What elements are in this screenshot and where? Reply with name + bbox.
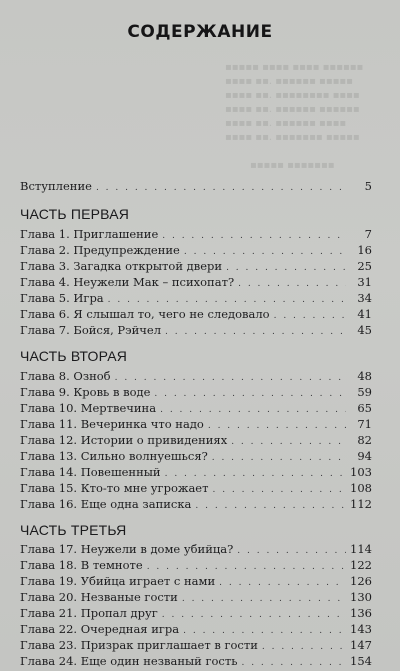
toc-entry-page: 147 <box>350 638 372 652</box>
toc-entry <box>20 638 372 653</box>
dot-leader <box>212 451 346 466</box>
show-through-text: ▪▪▪▪ ▪▪. ▪▪▪▪▪▪▪▪ ▪▪▪▪ <box>225 90 360 101</box>
toc-entry-page: 114 <box>350 542 372 556</box>
toc-entry <box>20 622 372 637</box>
toc-entry-label: Глава 20. Незваные гости <box>20 590 178 604</box>
dot-leader <box>274 309 346 324</box>
dot-leader <box>237 544 346 559</box>
toc-entry <box>20 481 372 496</box>
toc-entry-page: 143 <box>350 622 372 636</box>
toc-entry-label: Глава 9. Кровь в воде <box>20 385 151 399</box>
toc-entry-page: 34 <box>357 291 372 305</box>
toc-entry-intro <box>20 179 372 194</box>
dot-leader <box>147 560 346 575</box>
page-title: СОДЕРЖАНИЕ <box>127 22 273 42</box>
dot-leader <box>208 419 346 434</box>
toc-entry-label: Глава 8. Озноб <box>20 369 111 383</box>
toc-entry-label: Глава 7. Бойся, Рэйчел <box>20 323 161 337</box>
toc-entry-page: 7 <box>364 227 372 241</box>
toc-entry-page: 94 <box>357 449 372 463</box>
toc-entry <box>20 497 372 512</box>
toc-entry-page: 31 <box>357 275 372 289</box>
toc-entry-label: Глава 14. Повешенный <box>20 465 161 479</box>
toc-entry <box>20 590 372 605</box>
toc-entry-page: 65 <box>357 401 372 415</box>
dot-leader <box>154 387 346 402</box>
toc-entry-label: Глава 19. Убийца играет с нами <box>20 574 216 588</box>
toc-entry <box>20 369 372 384</box>
toc-entry-label: Глава 2. Предупреждение <box>20 243 180 257</box>
toc-entry-page: 112 <box>350 497 372 511</box>
toc-entry-label: Вступление <box>20 179 92 193</box>
toc-entry <box>20 275 372 290</box>
toc-entry <box>20 401 372 416</box>
toc-entry <box>20 542 372 557</box>
toc-entry-label: Глава 11. Вечеринка что надо <box>20 417 204 431</box>
dot-leader <box>226 261 346 276</box>
part-heading: ЧАСТЬ ТРЕТЬЯ <box>20 522 127 538</box>
toc-entry-page: 45 <box>357 323 372 337</box>
toc-entry-label: Глава 5. Игра <box>20 291 104 305</box>
toc-entry-label: Глава 1. Приглашение <box>20 227 159 241</box>
part-heading: ЧАСТЬ ПЕРВАЯ <box>20 206 130 222</box>
toc-entry-label: Глава 16. Еще одна записка <box>20 497 192 511</box>
toc-entry-page: 71 <box>357 417 372 431</box>
toc-entry <box>20 259 372 274</box>
dot-leader <box>182 592 346 607</box>
toc-entry-label: Глава 22. Очередная игра <box>20 622 180 636</box>
toc-entry-label: Глава 6. Я слышал то, чего не следовало <box>20 307 270 321</box>
show-through-text: ▪▪▪▪▪ ▪▪▪▪▪▪▪ <box>250 160 335 171</box>
toc-entry-label: Глава 21. Пропал друг <box>20 606 158 620</box>
toc-entry-label: Глава 23. Призрак приглашает в гости <box>20 638 258 652</box>
toc-entry <box>20 417 372 432</box>
dot-leader <box>160 403 346 418</box>
toc-entry <box>20 243 372 258</box>
dot-leader <box>184 245 346 260</box>
toc-entry-page: 59 <box>357 385 372 399</box>
toc-entry <box>20 574 372 589</box>
toc-entry-page: 108 <box>350 481 372 495</box>
toc-entry-page: 122 <box>350 558 372 572</box>
show-through-text: ▪▪▪▪ ▪▪. ▪▪▪▪▪▪ ▪▪▪▪▪▪ <box>225 104 360 115</box>
dot-leader <box>162 608 346 623</box>
dot-leader <box>183 624 346 639</box>
dot-leader <box>238 277 346 292</box>
toc-entry-page: 48 <box>357 369 372 383</box>
toc-entry-label: Глава 3. Загадка открытой двери <box>20 259 223 273</box>
dot-leader <box>162 229 346 244</box>
toc-entry-label: Глава 18. В темноте <box>20 558 143 572</box>
toc-entry <box>20 465 372 480</box>
table-of-contents <box>20 0 372 671</box>
part-heading: ЧАСТЬ ВТОРАЯ <box>20 348 128 364</box>
toc-entry <box>20 307 372 322</box>
toc-entry <box>20 323 372 338</box>
dot-leader <box>241 656 346 671</box>
dot-leader <box>115 371 346 386</box>
toc-entry-label: Глава 10. Мертвечина <box>20 401 157 415</box>
show-through-text: ▪▪▪▪ ▪▪. ▪▪▪▪▪▪ ▪▪▪▪▪ <box>225 76 353 87</box>
toc-entry-page: 103 <box>350 465 372 479</box>
toc-entry-label: Глава 4. Неужели Мак – психопат? <box>20 275 235 289</box>
show-through-text: ▪▪▪▪ ▪▪. ▪▪▪▪▪▪▪ ▪▪▪▪▪ <box>225 132 360 143</box>
toc-entry-label: Глава 12. Истории о привидениях <box>20 433 228 447</box>
dot-leader <box>212 483 346 498</box>
toc-entry <box>20 291 372 306</box>
toc-entry-page: 16 <box>357 243 372 257</box>
toc-entry <box>20 606 372 621</box>
dot-leader <box>165 467 346 482</box>
dot-leader <box>219 576 346 591</box>
dot-leader <box>165 325 346 340</box>
toc-entry-page: 154 <box>350 654 372 668</box>
toc-entry <box>20 385 372 400</box>
show-through-text: ▪▪▪▪ ▪▪. ▪▪▪▪▪▪ ▪▪▪▪ <box>225 118 347 129</box>
toc-entry-label: Глава 17. Неужели в доме убийца? <box>20 542 234 556</box>
toc-entry-page: 126 <box>350 574 372 588</box>
toc-entry-label: Глава 13. Сильно волнуешься? <box>20 449 208 463</box>
toc-entry-page: 130 <box>350 590 372 604</box>
toc-entry-page: 82 <box>357 433 372 447</box>
show-through-text: ▪▪▪▪▪ ▪▪▪▪ ▪▪▪▪ ▪▪▪▪▪▪ <box>225 62 364 73</box>
dot-leader <box>231 435 346 450</box>
dot-leader <box>262 640 346 655</box>
toc-entry-page: 5 <box>364 179 372 193</box>
toc-entry-page: 136 <box>350 606 372 620</box>
toc-entry-page: 25 <box>357 259 372 273</box>
toc-entry <box>20 449 372 464</box>
toc-entry-label: Глава 15. Кто-то мне угрожает <box>20 481 209 495</box>
dot-leader <box>96 181 346 196</box>
toc-entry <box>20 433 372 448</box>
toc-entry <box>20 227 372 242</box>
toc-entry <box>20 558 372 573</box>
dot-leader <box>195 499 346 514</box>
dot-leader <box>108 293 346 308</box>
toc-entry-page: 41 <box>357 307 372 321</box>
toc-entry <box>20 654 372 669</box>
toc-entry-label: Глава 24. Еще один незваный гость <box>20 654 238 668</box>
